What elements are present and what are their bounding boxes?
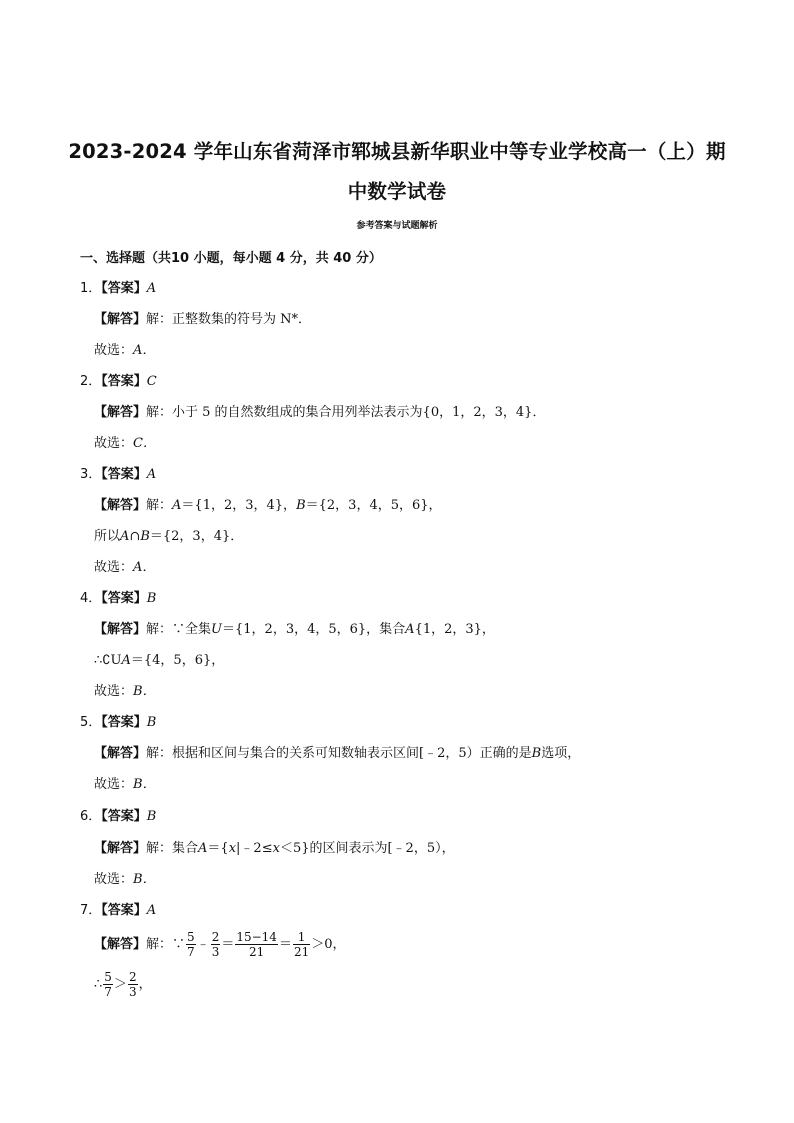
solution-text: 解：根据和区间与集合的关系可知数轴表示区间[﹣2，5）正确的是 xyxy=(146,746,532,761)
fraction-5-7 xyxy=(103,970,113,999)
choose-label: 故选： xyxy=(94,777,134,792)
answer-tag: 【答案】 xyxy=(101,715,147,730)
choose-label: 故选： xyxy=(94,343,134,358)
solution-text: ＝{1，2，3，4，5，6}，集合 xyxy=(222,622,406,637)
question-number: 2． xyxy=(80,374,102,389)
solution-text: ＝{2，3，4，5，6}， xyxy=(305,498,442,513)
set-a: A xyxy=(121,653,131,668)
q1-choose xyxy=(94,342,155,360)
solution-text: 选项， xyxy=(541,746,581,761)
subtitle: 参考答案与试题解析 xyxy=(356,221,438,231)
numerator: 5 xyxy=(104,970,112,984)
q6-choose xyxy=(94,871,156,889)
q6-solution xyxy=(94,840,455,858)
q4-solution-line2 xyxy=(94,652,224,670)
question-number: 7． xyxy=(80,903,102,918)
minus-sign: ﹣ xyxy=(196,937,210,952)
numerator: 2 xyxy=(128,970,137,984)
choose-value: B． xyxy=(133,872,156,887)
set-a: A xyxy=(172,498,182,513)
q2-answer xyxy=(80,373,157,391)
solution-tag: 【解答】 xyxy=(94,312,147,327)
solution-text: 所以 xyxy=(94,529,121,544)
solution-text: ＝{1，2，3，4}， xyxy=(181,498,297,513)
answer-value: A xyxy=(146,903,157,918)
q2-choose xyxy=(94,435,156,453)
q5-solution xyxy=(94,745,580,763)
title-line-2: 中数学试卷 xyxy=(347,180,447,203)
solution-text: ＝{2，3，4}． xyxy=(149,529,244,544)
answer-tag: 【答案】 xyxy=(101,903,147,918)
section-heading: 一、选择题（共10 小题，每小题 4 分，共 40 分） xyxy=(80,251,382,266)
numerator: 15−14 xyxy=(236,930,277,944)
answer-value: B xyxy=(146,715,157,730)
answer-tag: 【答案】 xyxy=(101,281,147,296)
option-b: B xyxy=(531,746,542,761)
denominator: 3 xyxy=(211,945,220,959)
choose-label: 故选： xyxy=(94,436,134,451)
q5-choose xyxy=(94,776,156,794)
answer-tag: 【答案】 xyxy=(101,591,147,606)
q2-solution xyxy=(94,404,545,422)
fraction-5-7 xyxy=(186,930,196,959)
q1-answer xyxy=(80,280,156,298)
q3-answer xyxy=(80,466,156,484)
denominator: 3 xyxy=(128,985,137,999)
q7-solution xyxy=(94,930,346,960)
solution-tag: 【解答】 xyxy=(94,937,147,952)
fraction-2-3 xyxy=(211,930,221,959)
solution-text: |﹣2≤ xyxy=(236,841,273,856)
solution-text: ＜5}的区间表示为[﹣2，5）， xyxy=(279,841,455,856)
solution-tag: 【解答】 xyxy=(94,622,147,637)
set-b: B xyxy=(140,529,150,544)
denominator: 21 xyxy=(249,945,265,959)
q3-solution-line2 xyxy=(94,528,243,546)
fraction-1-21 xyxy=(293,930,310,959)
question-number: 1． xyxy=(80,281,102,296)
fraction-2-3 xyxy=(128,970,138,999)
q4-choose xyxy=(94,683,156,701)
q1-solution xyxy=(94,311,311,329)
q7-solution-line2 xyxy=(94,970,152,1000)
choose-value: B． xyxy=(133,777,156,792)
comma: ， xyxy=(138,977,152,992)
set-a: A xyxy=(120,529,130,544)
choose-label: 故选： xyxy=(94,872,134,887)
q4-solution xyxy=(94,621,495,639)
solution-tag: 【解答】 xyxy=(94,746,147,761)
question-number: 4． xyxy=(80,591,102,606)
choose-value: C． xyxy=(133,436,156,451)
solution-text: 解：小于 5 的自然数组成的集合用列举法表示为{0，1，2，3，4}． xyxy=(146,405,546,420)
question-number: 3． xyxy=(80,467,102,482)
therefore-symbol: ∴ xyxy=(94,977,103,992)
q3-solution xyxy=(94,497,442,515)
equals-sign: ＝ xyxy=(278,937,292,952)
answer-value: A xyxy=(146,467,157,482)
choose-value: B． xyxy=(133,684,156,699)
answer-tag: 【答案】 xyxy=(101,809,147,824)
set-b: B xyxy=(296,498,306,513)
numerator: 1 xyxy=(293,930,310,945)
solution-text: 解：∵全集 xyxy=(146,622,212,637)
answer-value: C xyxy=(146,374,157,389)
greater-than-sign: ＞ xyxy=(113,977,127,992)
answer-tag: 【答案】 xyxy=(101,467,147,482)
question-number: 5． xyxy=(80,715,102,730)
solution-text: 解：∵ xyxy=(146,937,186,952)
choose-label: 故选： xyxy=(94,684,134,699)
title-line-1: 2023-2024 学年山东省菏泽市郓城县新华职业中等专业学校高一（上）期 xyxy=(68,140,726,163)
set-a: A xyxy=(198,841,208,856)
answer-value: B xyxy=(146,809,157,824)
solution-text: ∴∁U xyxy=(94,653,122,668)
solution-text: 解：正整数集的符号为 N*． xyxy=(146,312,312,327)
answer-value: B xyxy=(146,591,157,606)
numerator: 5 xyxy=(187,930,195,944)
solution-text: 解： xyxy=(146,498,173,513)
answer-tag: 【答案】 xyxy=(101,374,147,389)
universal-set: U xyxy=(211,622,222,637)
choose-value: A． xyxy=(133,560,156,575)
greater-than-zero: ＞0， xyxy=(311,937,346,952)
solution-text: 解：集合 xyxy=(146,841,199,856)
denominator: 7 xyxy=(104,985,112,999)
solution-tag: 【解答】 xyxy=(94,405,147,420)
solution-tag: 【解答】 xyxy=(94,841,147,856)
fraction-15-14-21 xyxy=(235,930,278,959)
answer-value: A xyxy=(146,281,157,296)
q3-choose xyxy=(94,559,155,577)
denominator: 7 xyxy=(187,945,195,959)
var-x: x xyxy=(228,841,237,856)
set-a: A xyxy=(405,622,415,637)
q7-answer xyxy=(80,902,156,920)
solution-text: ＝{4，5，6}， xyxy=(130,653,225,668)
solution-tag: 【解答】 xyxy=(94,498,147,513)
intersection-symbol: ∩ xyxy=(129,529,141,544)
var-x: x xyxy=(272,841,280,856)
equals-sign: ＝ xyxy=(221,937,235,952)
denominator: 21 xyxy=(293,945,310,959)
solution-text: ＝{ xyxy=(207,841,229,856)
question-number: 6． xyxy=(80,809,102,824)
q6-answer xyxy=(80,808,156,826)
choose-label: 故选： xyxy=(94,560,134,575)
q5-answer xyxy=(80,714,156,732)
solution-text: {1，2，3}， xyxy=(414,622,495,637)
choose-value: A． xyxy=(133,343,156,358)
q4-answer xyxy=(80,590,156,608)
numerator: 2 xyxy=(211,930,220,944)
